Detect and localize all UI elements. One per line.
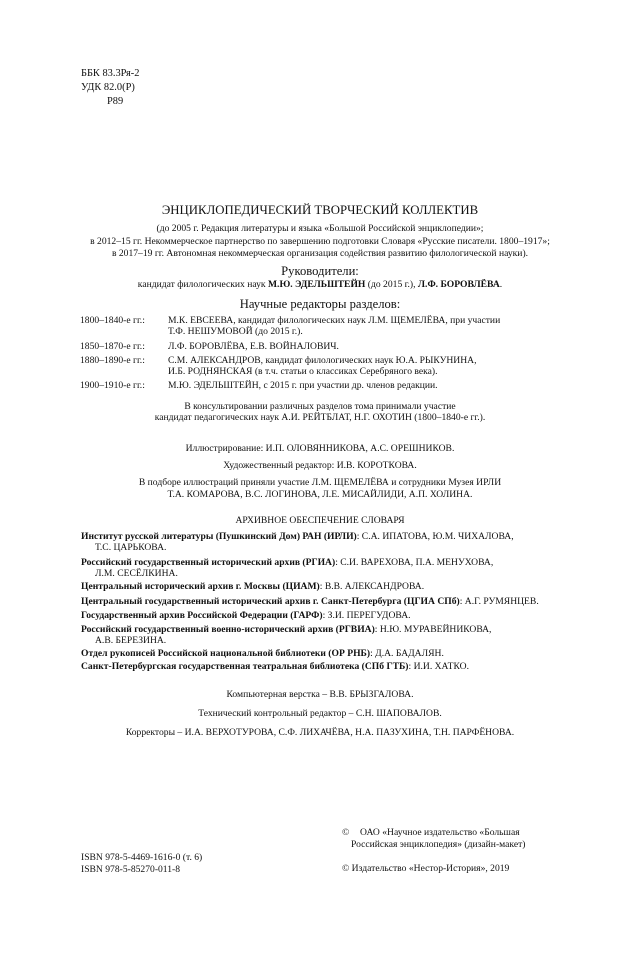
archive-item-line xyxy=(81,610,561,621)
tech-editor-credit: Технический контрольный редактор – С.Н. ШАПОВАЛОВ. xyxy=(198,708,442,719)
collective-line-2: в 2012–15 гг. Некоммерческое партнерство по завершению подготовки Словаря «Русские писатели. 1800–1917»; xyxy=(90,236,550,247)
copyright-2: © Издательство «Нестор-История», 2019 xyxy=(342,863,510,874)
archive-item xyxy=(81,557,561,579)
editors-heading: Научные редакторы разделов: xyxy=(239,297,401,311)
isbn-line-2: ISBN 978-5-85270-011-8 xyxy=(81,864,181,875)
archive-item-line xyxy=(81,531,561,542)
archive-people: : С.А. ИПАТОВА, Ю.М. ЧИХАЛОВА, xyxy=(356,531,514,542)
editors-row xyxy=(80,380,560,392)
editors-line-2: Т.Ф. НЕШУМОВОЙ (до 2015 г.). xyxy=(168,326,303,338)
archive-item xyxy=(81,581,561,592)
illustration-selection-line-2: Т.А. КОМАРОВА, В.С. ЛОГИНОВА, Л.Е. МИСАЙЛИДИ, А.П. ХОЛИНА. xyxy=(167,489,473,500)
archive-org: Институт русской литературы (Пушкинский Дом) РАН (ИРЛИ) xyxy=(81,531,357,542)
art-editor-line: Художественный редактор: И.В. КОРОТКОВА. xyxy=(223,460,417,471)
leader-name-1: М.Ю. ЭДЕЛЬШТЕЙН xyxy=(268,279,366,290)
archive-item xyxy=(81,648,561,659)
collective-line-1: (до 2005 г. Редакция литературы и языка «Большой Российской энциклопедии»; xyxy=(156,223,484,234)
editors-row xyxy=(80,355,560,379)
archive-item xyxy=(81,531,561,553)
archive-people: : С.И. ВАРЕХОВА, П.А. МЕНУХОВА, xyxy=(335,557,494,568)
editors-row xyxy=(80,341,560,353)
archive-org: Государственный архив Российской Федерации (ГАРФ) xyxy=(81,610,323,621)
editors-range: 1900–1910-е гг.: xyxy=(80,380,145,391)
archive-heading: АРХИВНОЕ ОБЕСПЕЧЕНИЕ СЛОВАРЯ xyxy=(235,515,405,526)
illustration-selection-line-1: В подборе иллюстраций приняли участие Л.М. ЩЕМЕЛЁВА и сотрудники Музея ИРЛИ xyxy=(138,477,502,488)
correctors-credit: Корректоры – И.А. ВЕРХОТУРОВА, С.Ф. ЛИХАЧЁВА, Н.А. ПАЗУХИНА, Т.Н. ПАРФЁНОВА. xyxy=(125,727,515,738)
leaders-prefix: кандидат филологических наук xyxy=(137,279,268,290)
archive-people: : З.И. ПЕРЕГУДОВА. xyxy=(322,610,411,621)
illustrators-line: Иллюстрирование: И.П. ОЛОВЯННИКОВА, А.С. ОРЕШНИКОВ. xyxy=(185,443,455,454)
leaders-heading: Руководители: xyxy=(281,264,359,278)
archive-item-line xyxy=(81,581,561,592)
editors-line-1: М.К. ЕВСЕЕВА, кандидат филологических наук Л.М. ЩЕМЕЛЁВА, при участии xyxy=(168,315,501,326)
editors-row xyxy=(80,315,560,339)
archive-item xyxy=(81,610,561,621)
archive-people: : В.В. АЛЕКСАНДРОВА. xyxy=(319,581,425,592)
leaders-end: . xyxy=(499,279,503,290)
editors-line-1: Л.Ф. БОРОВЛЁВА, Е.В. ВОЙНАЛОВИЧ. xyxy=(168,341,339,352)
archive-org: Центральный государственный исторический архив г. Санкт-Петербурга (ЦГИА СПб) xyxy=(81,596,460,607)
archive-item-line xyxy=(81,661,561,672)
layout-credit: Компьютерная верстка – В.В. БРЫЗГАЛОВА. xyxy=(226,689,414,700)
copyright-symbol: © xyxy=(342,827,350,838)
archive-people: : И.И. ХАТКО. xyxy=(408,661,469,672)
archive-org: Санкт-Петербургская государственная театральная библиотека (СПб ГТБ) xyxy=(81,661,409,672)
archive-item-line xyxy=(81,557,561,568)
copyright-1-line-1: ОАО «Научное издательство «Большая xyxy=(360,827,520,838)
archive-item xyxy=(81,596,561,607)
editors-line-2: И.Б. РОДНЯНСКАЯ (в т.ч. статьи о классиках Серебряного века). xyxy=(168,366,438,378)
archive-people: : Н.Ю. МУРАВЕЙНИКОВА, xyxy=(374,624,492,635)
archive-item-line xyxy=(81,648,561,659)
leaders-line xyxy=(70,279,570,290)
archive-org: Российский государственный военно-исторический архив (РГВИА) xyxy=(81,624,375,635)
archive-org: Отдел рукописей Российской национальной библиотеки (ОР РНБ) xyxy=(81,648,371,659)
collective-title: ЭНЦИКЛОПЕДИЧЕСКИЙ ТВОРЧЕСКИЙ КОЛЛЕКТИВ xyxy=(161,203,479,217)
archive-item-cont: Т.С. ЦАРЬКОВА. xyxy=(95,542,167,554)
editors-names xyxy=(168,355,563,377)
copyright-1-line-2: Российская энциклопедия» (дизайн-макет) xyxy=(351,839,526,850)
archive-item-line xyxy=(81,624,561,635)
leaders-mid: (до 2015 г.), xyxy=(365,279,418,290)
leader-name-2: Л.Ф. БОРОВЛЁВА xyxy=(417,279,500,290)
archive-item-cont: А.В. БЕРЕЗИНА. xyxy=(95,635,167,647)
editors-line-1: С.М. АЛЕКСАНДРОВ, кандидат филологических наук Ю.А. РЫКУНИНА, xyxy=(168,355,477,366)
archive-item-line xyxy=(81,596,561,607)
udk-code: УДК 82.0(Р) xyxy=(81,82,135,93)
editors-range: 1800–1840-е гг.: xyxy=(80,315,145,326)
archive-org: Российский государственный исторический архив (РГИА) xyxy=(81,557,336,568)
archive-item xyxy=(81,624,561,646)
collective-line-3: в 2017–19 гг. Автономная некоммерческая организация содействия развитию филологической науки). xyxy=(111,248,529,259)
archive-people: : Д.А. БАДАЛЯН. xyxy=(370,648,444,659)
archive-org: Центральный исторический архив г. Москвы (ЦИАМ) xyxy=(81,581,320,592)
consult-line-1: В консультировании различных разделов тома принимали участие xyxy=(184,401,456,412)
isbn-line-1: ISBN 978-5-4469-1616-0 (т. 6) xyxy=(81,852,203,863)
consult-line-2: кандидат педагогических наук А.И. РЕЙТБЛАТ, Н.Г. ОХОТИН (1800–1840-е гг.). xyxy=(154,412,486,423)
archive-people: : А.Г. РУМЯНЦЕВ. xyxy=(459,596,539,607)
archive-item-cont: Л.М. СЕСЁЛКИНА. xyxy=(95,568,178,580)
editors-range: 1850–1870-е гг.: xyxy=(80,341,145,352)
editors-names xyxy=(168,380,563,391)
editors-names xyxy=(168,341,563,352)
bbk-code: ББК 83.3Ря-2 xyxy=(81,68,140,79)
editors-names xyxy=(168,315,563,337)
cutter-code: Р89 xyxy=(107,96,124,107)
editors-range: 1880–1890-е гг.: xyxy=(80,355,145,366)
editors-line-1: М.Ю. ЭДЕЛЬШТЕЙН, с 2015 г. при участии др. членов редакции. xyxy=(168,380,438,391)
archive-item xyxy=(81,661,561,672)
